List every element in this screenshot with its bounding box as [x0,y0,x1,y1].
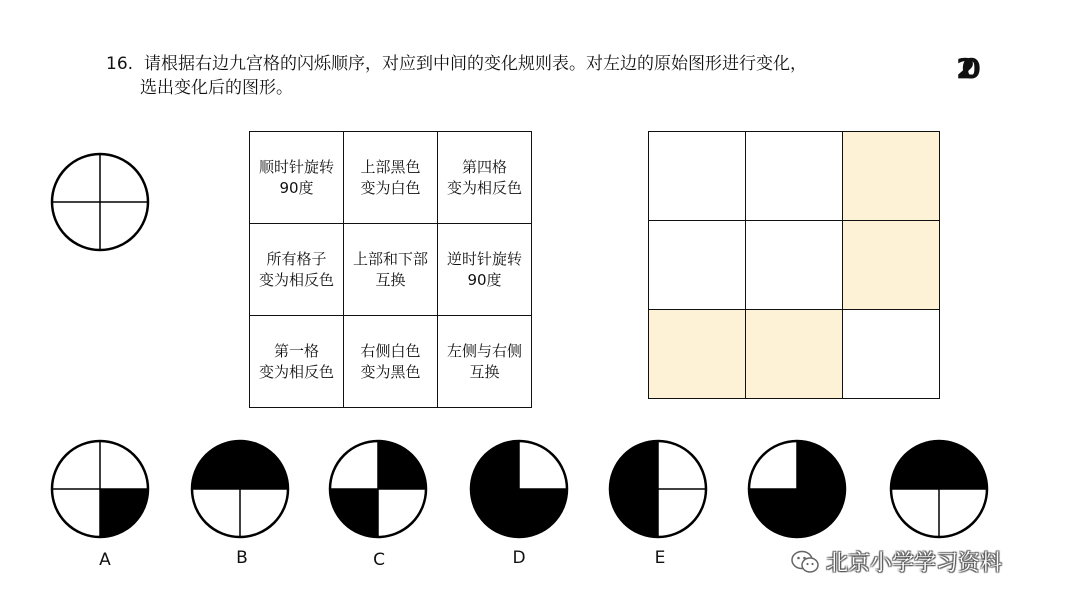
grid-cell [746,132,843,221]
rule-cell: 上部和下部 互换 [344,224,438,316]
rule-cell: 第四格 变为相反色 [438,132,532,224]
rule-cell: 第一格 变为相反色 [250,316,344,408]
grid-cell-highlighted [746,310,843,399]
option-circle-icon [326,437,430,541]
flash-grid [648,131,940,399]
option-circle-icon [467,437,571,541]
option-g[interactable] [887,437,991,541]
rule-cell: 所有格子 变为相反色 [250,224,344,316]
wechat-icon [790,549,820,575]
grid-row [649,310,940,399]
rule-cell: 右侧白色 变为黑色 [344,316,438,408]
rule-row [250,224,532,316]
option-label: D [512,548,526,568]
rule-table [249,131,532,408]
option-f[interactable] [745,437,849,541]
question-number: 16. [106,54,134,74]
original-circle-icon [50,150,150,254]
option-b[interactable] [188,437,292,541]
corner-mark: 20 [956,52,967,85]
option-label: C [373,550,385,570]
option-circle-icon [48,437,152,541]
option-label: A [99,550,111,570]
watermark [790,546,1002,577]
question-text [106,52,946,100]
option-d[interactable] [467,437,571,541]
option-circle-icon [887,437,991,541]
grid-cell [843,310,940,399]
grid-cell-highlighted [843,132,940,221]
option-circle-icon [745,437,849,541]
grid-row [649,221,940,310]
grid-cell [649,221,746,310]
rule-cell: 上部黑色 变为白色 [344,132,438,224]
rule-row [250,316,532,408]
original-figure [50,150,150,258]
option-c[interactable] [326,437,430,541]
rule-cell: 顺时针旋转 90度 [250,132,344,224]
grid-cell-highlighted [843,221,940,310]
question-line-2: 选出变化后的图形。 [140,78,293,98]
option-circle-icon [188,437,292,541]
option-e[interactable] [606,437,710,541]
rule-cell: 左侧与右侧 互换 [438,316,532,408]
option-circle-icon [606,437,710,541]
rule-cell: 逆时针旋转 90度 [438,224,532,316]
grid-cell [746,221,843,310]
watermark-text: 北京小学学习资料 [826,551,1003,576]
grid-cell-highlighted [649,310,746,399]
grid-cell [649,132,746,221]
option-label: B [236,548,248,568]
option-a[interactable] [48,437,152,541]
option-label: E [654,548,666,568]
question-line-1: 请根据右边九宫格的闪烁顺序，对应到中间的变化规则表。对左边的原始图形进行变化， [144,54,807,74]
rule-row [250,132,532,224]
grid-row [649,132,940,221]
